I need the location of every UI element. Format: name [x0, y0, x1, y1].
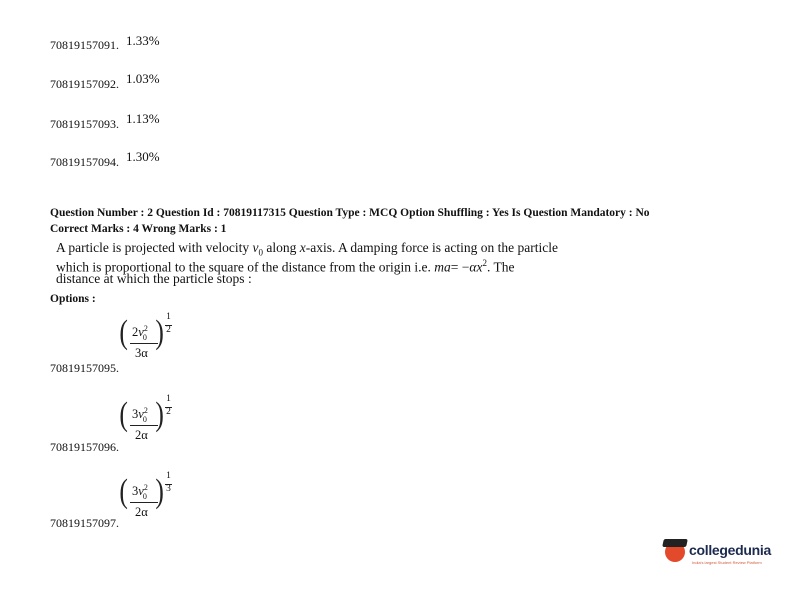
fraction-bar [130, 425, 158, 426]
fraction-bar [130, 502, 158, 503]
prev-option-id: 70819157092. [50, 77, 119, 91]
graduation-cap-icon [662, 539, 688, 547]
right-paren: ) [155, 473, 164, 510]
logo-tagline: India's largest Student Review Platform [692, 560, 762, 565]
left-paren: ( [119, 314, 128, 351]
formula-numerator: $3v^2_0$ [132, 483, 148, 501]
logo-wordmark: collegedunia [689, 542, 771, 558]
exponent-numerator: 1 [166, 312, 171, 322]
exponent-denominator: 3 [166, 484, 171, 494]
left-paren: ( [119, 473, 128, 510]
marks-line: Correct Marks : 4 Wrong Marks : 1 [50, 223, 227, 235]
exponent-denominator: 2 [166, 407, 171, 417]
formula-numerator: $3v^2_0$ [132, 406, 148, 424]
prev-option-id: 70819157091. [50, 38, 119, 52]
fraction-bar [130, 343, 158, 344]
option-id: 70819157097. [50, 516, 119, 530]
collegedunia-logo[interactable] [665, 538, 777, 572]
prev-option-value: 1.33% [126, 33, 160, 48]
question-meta-line: Question Number : 2 Question Id : 70819117315 Question Type : MCQ Option Shuffling : Yes Is Question Mandatory : No [50, 207, 650, 219]
prev-option-value: 1.30% [126, 149, 160, 164]
prev-option-value: 1.13% [126, 111, 160, 126]
option-id: 70819157095. [50, 361, 119, 375]
option-formula[interactable] [118, 312, 188, 370]
left-paren: ( [119, 396, 128, 433]
formula-denominator: 2α [135, 428, 148, 442]
option-id: 70819157096. [50, 440, 119, 454]
option-formula[interactable] [118, 394, 188, 452]
question-text-line-3: distance at which the particle stops : [56, 271, 252, 286]
options-label: Options : [50, 293, 96, 305]
formula-numerator: $2v^2_0$ [132, 324, 148, 342]
exponent-denominator: 2 [166, 325, 171, 335]
exponent-numerator: 1 [166, 394, 171, 404]
prev-option-id: 70819157093. [50, 117, 119, 131]
right-paren: ) [155, 396, 164, 433]
prev-option-id: 70819157094. [50, 155, 119, 169]
exponent-numerator: 1 [166, 471, 171, 481]
option-formula[interactable] [118, 471, 188, 529]
formula-denominator: 3α [135, 346, 148, 360]
formula-denominator: 2α [135, 505, 148, 519]
prev-option-value: 1.03% [126, 71, 160, 86]
question-text-line-2: which is proportional to the square of the distance from the origin i.e. $ma= -\alpha x^2$. The [56, 258, 515, 275]
right-paren: ) [155, 314, 164, 351]
question-text-line-1: A particle is projected with velocity $v_0$ along x-axis. A damping force is acting on the particle [56, 240, 559, 258]
